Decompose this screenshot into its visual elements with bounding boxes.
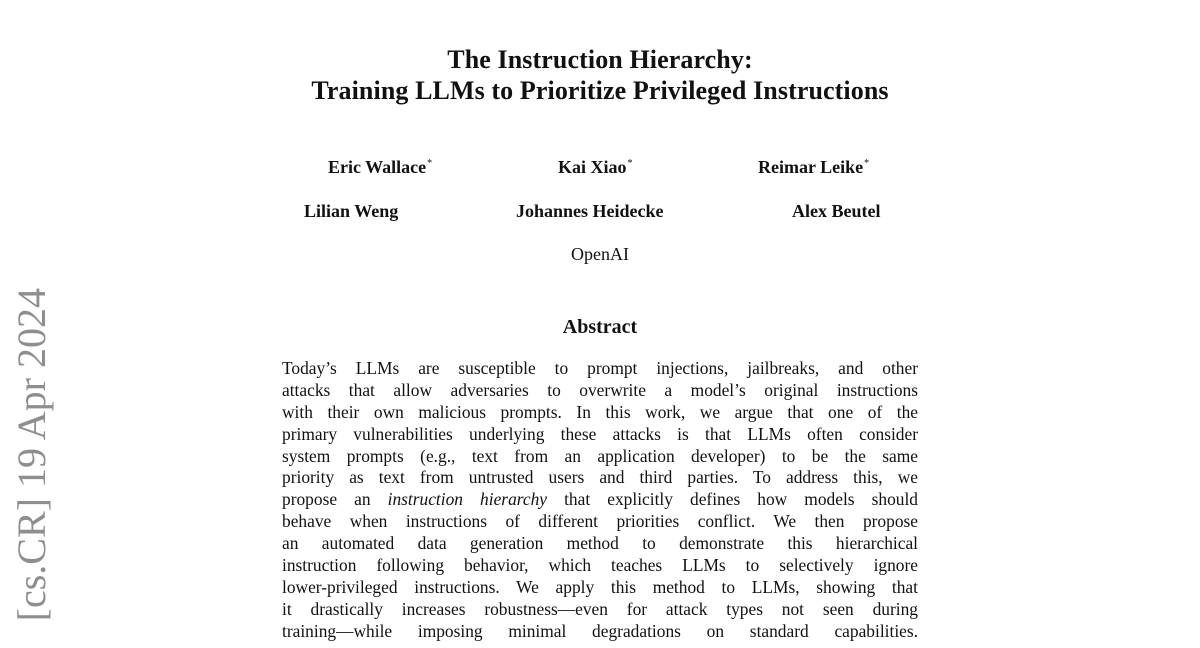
abstract-line: attacks that allow adversaries to overwrite a model’s original instructions [282,379,918,400]
equal-contribution-mark: * [864,158,870,169]
abstract-line: lower-privileged instructions. We apply this method to LLMs, showing that [282,576,918,597]
abstract-line: Today’s LLMs are susceptible to prompt injections, jailbreaks, and other [282,358,918,378]
equal-contribution-mark: * [427,158,433,169]
author-name: Eric Wallace [328,157,427,177]
affiliation: OpenAI [571,244,629,264]
arxiv-side-stamp: [cs.CR] 19 Apr 2024 [9,288,54,622]
abstract-line: an automated data generation method to demonstrate this hierarchical [282,533,918,554]
abstract-line: propose an instruction hierarchy that explicitly defines how models should [282,489,918,510]
author-kai-xiao [558,156,633,178]
abstract-line: training—while imposing minimal degradations on standard capabilities. [282,620,918,641]
paper-title-line-1: The Instruction Hierarchy: [447,45,753,74]
author-reimar-leike [758,156,869,178]
abstract-emphasis: instruction hierarchy [387,489,548,510]
equal-contribution-mark: * [627,158,633,169]
abstract-line: instruction following behavior, which teaches LLMs to selectively ignore [282,555,918,576]
author-name: Alex Beutel [792,201,881,221]
author-alex-beutel [792,200,880,222]
abstract-heading: Abstract [562,316,638,338]
abstract-line: priority as text from untrusted users and third parties. To address this, we [282,467,918,488]
abstract-line: behave when instructions of different priorities conflict. We then propose [282,511,918,532]
abstract-body [282,358,918,643]
abstract-line: it drastically increases robustness—even for attack types not seen during [282,598,918,619]
author-name: Kai Xiao [558,157,627,177]
author-johannes-heidecke [516,200,664,222]
author-name: Reimar Leike [758,157,864,177]
author-lilian-weng [304,200,398,222]
author-eric-wallace [328,156,432,178]
abstract-line: system prompts (e.g., text from an application developer) to be the same [282,445,918,466]
author-name: Johannes Heidecke [516,201,664,221]
abstract-line: primary vulnerabilities underlying these attacks is that LLMs often consider [282,423,918,444]
paper-title-line-2: Training LLMs to Prioritize Privileged Instructions [311,76,889,105]
author-name: Lilian Weng [304,201,399,221]
abstract-line: with their own malicious prompts. In this work, we argue that one of the [282,401,918,422]
